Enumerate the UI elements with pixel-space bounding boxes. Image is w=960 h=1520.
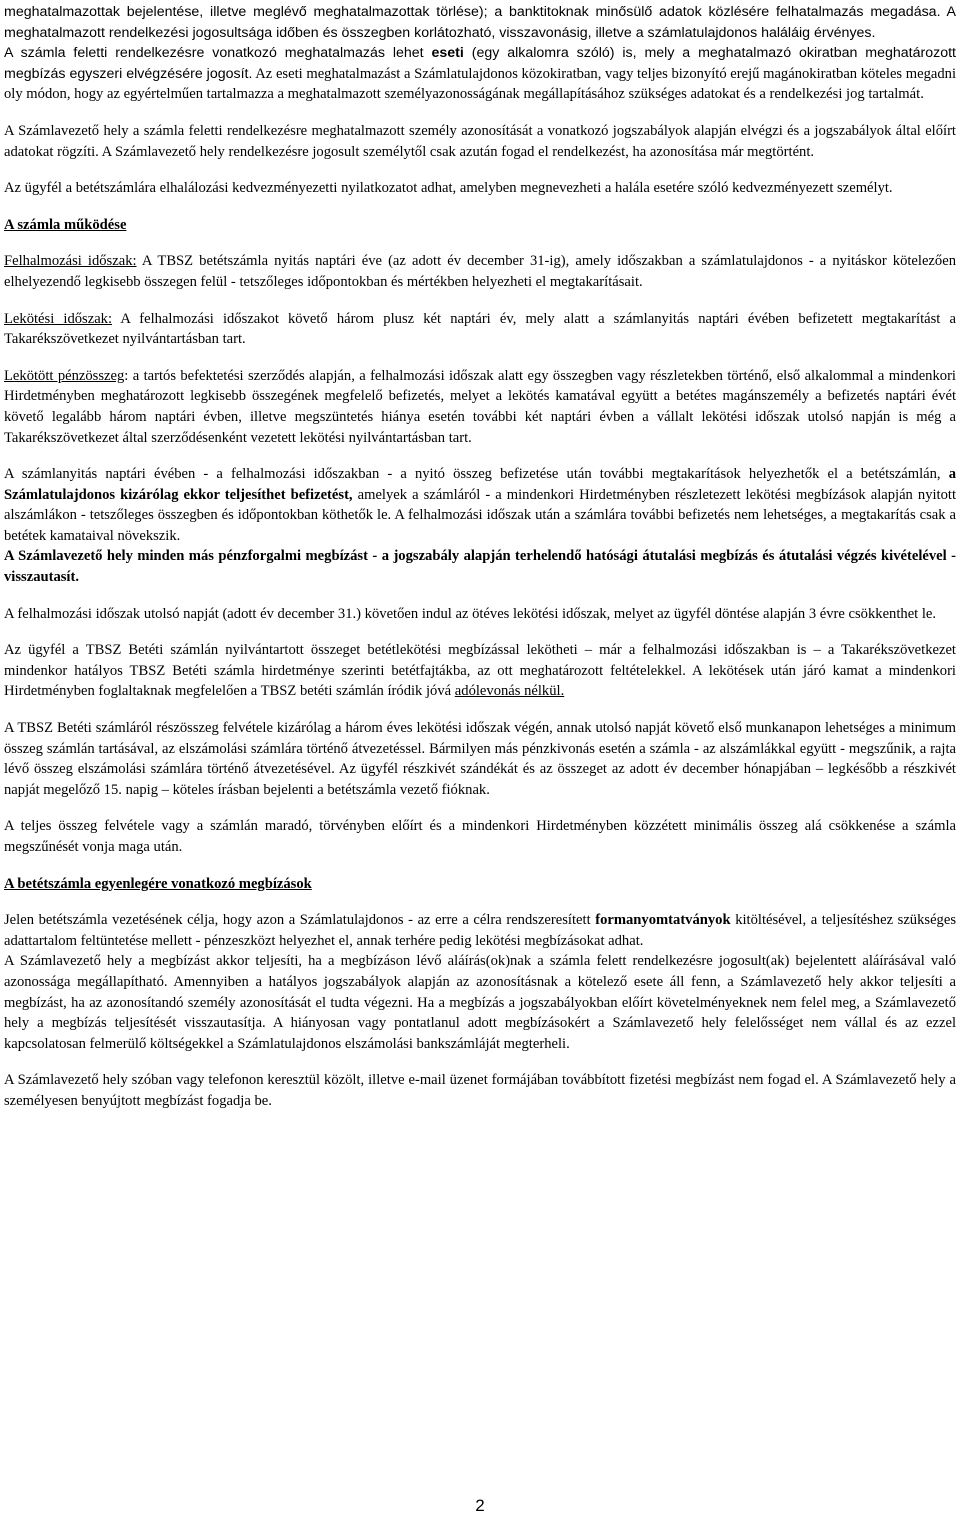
- section-heading-balance-orders: A betétszámla egyenlegére vonatkozó megbízások: [4, 875, 312, 892]
- term-label: Felhalmozási időszak:: [4, 253, 137, 270]
- section-heading-account-operation: A számla működése: [4, 216, 127, 233]
- paragraph-accumulation-period: Felhalmozási időszak: A TBSZ betétszámla nyitás naptári éve (az adott év december 31-ig), amely időszakban a számlatulajdonos - a nyitáskor kötelezően elhelyezendő legkisebb összegen felül - tetszőleges időpontokban és mértékben helyezheti el megtakarításait.: [4, 253, 956, 290]
- term-label: Lekötött pénzösszeg: [4, 367, 125, 384]
- paragraph-partial-withdrawal: A TBSZ Betéti számláról részösszeg felvétele kizárólag a három éves lekötési időszak végén, annak utolsó napját követő első munkanapon lehetséges a minimum összeg számlán tartásával, az elszámolási számlára történő átvezetéssel. Bármilyen más pénzkivonás esetén a számla - az alszámlákkal együtt - megszűnik, a rajta lévő összeg elszámolási számlára történő átvezetésével. Az ügyfél részkivét szándékát és az összeget az adott év december hónapjában – legkésőbb a részkivét napját megelőző 15. napig – köteles írásban bejelenti a betétszámla vezető fióknak.: [4, 720, 956, 798]
- paragraph-locked-amount: Lekötött pénzösszeg: a tartós befektetési szerződés alapján, a felhalmozási időszak alatt egy összegben vagy részletekben történő, első alkalommal a mindenkori Hirdetményben meghatározott legkisebb összegének megfelelő befizetés, melyet a lekötés kamatával együtt a betétes magánszemély a befizetés naptári évét követő legalább három naptári évben, illetve megszüntetés hiánya esetén további két naptári évben a vállalt lekötési időszak utolsó napján is még a Takarékszövetkezet által szerződésenként vezetett lekötési nyilvántartásban tart.: [4, 367, 956, 446]
- paragraph-order-channels: A Számlavezető hely szóban vagy telefonon keresztül közölt, illetve e-mail üzenet formájában továbbított fizetési megbízást nem fogad el. A Számlavezető hely a személyesen benyújtott megbízást fogadja be.: [4, 1072, 956, 1109]
- paragraph-lockup-period: Lekötési időszak: A felhalmozási időszakot követő három plusz két naptári év, mely alatt a számlanyitás naptári évében befizetett megtakarítást a Takarékszövetkezet nyilvántartásban tart.: [4, 310, 956, 348]
- bold-rejection-notice: A Számlavezető hely minden más pénzforgalmi megbízást - a jogszabály alapján terhelendő hatósági átutalási megbízás és átutalási végzés kivételével - visszautasít.: [4, 548, 956, 586]
- paragraph-full-withdrawal: A teljes összeg felvétele vagy a számlán maradó, törvényben előírt és a mindenkori Hirdetményben közzétett minimális összeg alá csökkenése a számla megszűnését vonja maga után.: [4, 818, 956, 855]
- page-number: 2: [475, 1496, 485, 1515]
- bold-eseti: eseti: [431, 45, 464, 62]
- paragraph-beneficiary: Az ügyfél a betétszámlára elhalálozási kedvezményezetti nyilatkozatot adhat, amelyben megnevezheti a halála esetére szóló kedvezményezett személyt.: [4, 180, 893, 197]
- paragraph-order-execution: A Számlavezető hely a megbízást akkor teljesíti, ha a megbízáson lévő aláírás(ok)nak a számla felett rendelkezésre jogosult(ak) bejelentett aláírásával való azonossága megállapítható. Amennyiben a hatályos jogszabályok alapján az azonosításnak a kötelező esete áll fenn, a Számlavezető hely akkor teljesíti a megbízást, ha az azonosítandó személy azonosítását el tudta végezni. Ha a megbízás a jogszabályokban előírt követelményeknek nem felel meg, a Számlavezető hely a megbízás teljesítését visszautasítja. A hiányosan vagy pontatlanul adott megbízásokért a Számlavezető hely felelősséget nem vállal és az ezzel kapcsolatosan felmerülő költségekkel a Számlatulajdonos elszámolási bankszámláját megterheli.: [4, 953, 956, 1052]
- paragraph-deposit-lock: Az ügyfél a TBSZ Betéti számlán nyilvántartott összeget betétlekötési megbízással lekötheti – már a felhalmozási időszakban is – a Takarékszövetkezet mindenkor hatályos TBSZ Betéti számla hirdetménye szerinti betétfajtákba, az ott meghatározott feltételekkel. A lekötések után járó kamat a mindenkori Hirdetményben foglaltaknak megfelelően a TBSZ betéti számlán íródik jóvá adólevonás nélkül.: [4, 642, 956, 700]
- term-label: Lekötési időszak:: [4, 310, 113, 327]
- paragraph-account-purpose: Jelen betétszámla vezetésének célja, hogy azon a Számlatulajdonos - az erre a célra rendszeresített formanyomtatványok kitöltésével, a teljesítéshez szükséges adattartalom feltüntetése mellett - pénzeszközt helyezhet el, annak terhére pedig lekötési megbízásokat adhat.: [4, 912, 956, 949]
- paragraph-five-year-period: A felhalmozási időszak utolsó napját (adott év december 31.) követően indul az ötéves lekötési időszak, melyet az ügyfél döntése alapján 3 évre csökkenthet le.: [4, 605, 937, 622]
- paragraph-deposits: A számlanyitás naptári évében - a felhalmozási időszakban - a nyitó összeg befizetése után további megtakarítások helyezhetők el a betétszámlán, a Számlatulajdonos kizárólag ekkor teljesíthet befizetést, amelyek a számláról - a mindenkori Hirdetményben részletezett lekötési megbízások alapján nyitott alszámlákon - tetszőleges összegben és időpontokban köthetők le. A felhalmozási időszak után a számlára további befizetés nem lehetséges, a megtakarítás csak a betétek kamataival növekszik. A Számlavezető hely minden más pénzforgalmi megbízást - a jogszabály alapján terhelendő hatósági átutalási megbízás és átutalási végzés kivételével - visszautasít.: [4, 466, 957, 586]
- paragraph-one-time-authorization: A számla feletti rendelkezésre vonatkozó meghatalmazás lehet eseti (egy alkalomra szóló) is, mely a meghatalmazó okiratban meghatározott megbízás egyszeri elvégzésére jogosít. Az eseti meghatalmazást a Számlatulajdonos közokiratban, vagy teljes bizonyító erejű magánokiratban köteles megadni oly módon, hogy az egyértelműen tartalmazza a meghatalmazott személyazonosságának megállapításához szükséges adatokat és a rendelkezési jog tartalmát.: [4, 45, 956, 103]
- paragraph-authorization-intro: meghatalmazottak bejelentése, illetve meglévő meghatalmazottak törlése); a banktitoknak minősülő adatok közlésére felhatalmazás megadása. A meghatalmazott rendelkezési jogosultsága időben és összegben korlátozható, visszavonásig, illetve a számlatulajdonos haláláig érvényes.: [4, 4, 956, 41]
- paragraph-identification: A Számlavezető hely a számla feletti rendelkezésre meghatalmazott személy azonosítását a vonatkozó jogszabályok alapján elvégzi és a jogszabályok által előírt adatokat rögzíti. A Számlavezető hely rendelkezésre jogosult személytől csak azután fogad el rendelkezést, ha azonosítása már megtörtént.: [4, 122, 956, 160]
